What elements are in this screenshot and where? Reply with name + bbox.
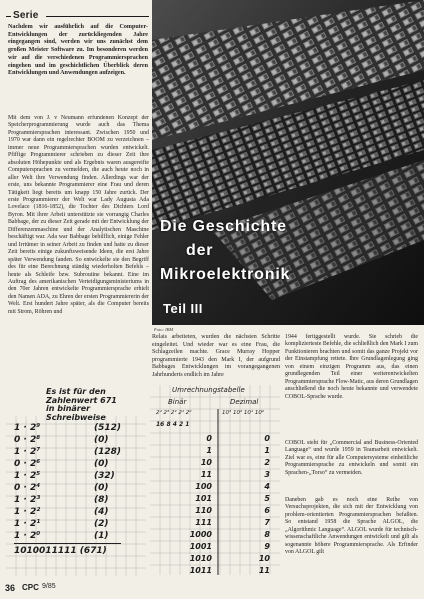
decimal-powers: 10³ 10² 10¹ 10⁰ bbox=[222, 410, 265, 416]
binary-row: 1 · 2¹ (2) bbox=[14, 519, 109, 529]
column-3-text-a: 1944 fertiggestellt wurde. Sie schrieb die komplizierteste Befehle, die schließlich den Mark I zum Funktionieren brachten und somit das ganze Projekt vor der Einstampfung rettete. Ihre Grundlagenlegung ging von einem einzigen Programm aus, das einen grundlegenden Teil einer weiterentwickelten Programmiersprache Flow-Matic, aus deren Grundlagen anschließend die noch heute bekannte und verwendete COBOL-Sprache wurde. bbox=[285, 334, 418, 400]
intro-paragraph: Nachdem wir ausführlich auf die Computer-Entwicklungen der zurückliegenden Jahre eingegangen sind, werden wir uns zunächst dem großen Meister Software zu. Im besonderen werden wir auf die verschiedenen Programmiersprachen eingehen und im geschichtlichen Überblick deren Entwicklungen und Anwendungen aufzeigen. bbox=[8, 24, 148, 77]
column-3-text-b: COBOL steht für „Commercial and Business-Oriented Language“ und wurde 1959 in Teamarbeit entwickelt. Ziel war es, eine für alle Computersysteme einheitliche Programmiersprache zu entwickeln und somit ein Sprachen-„Torso“ zu vermeiden. bbox=[285, 440, 418, 476]
title-line-2: der bbox=[186, 242, 214, 259]
conversion-row: 110 6 bbox=[195, 506, 270, 515]
conversion-row: 0 0 bbox=[206, 434, 270, 443]
binary-column-header: Binär bbox=[168, 398, 187, 406]
binary-row: 1 · 2⁵ (32) bbox=[14, 471, 115, 481]
conversion-row: 111 7 bbox=[195, 518, 270, 527]
decimal-column-header: Dezimal bbox=[230, 398, 259, 406]
conversion-row: 1010 10 bbox=[189, 554, 270, 563]
binary-rows bbox=[14, 422, 121, 557]
issue-number: 9/85 bbox=[42, 583, 56, 590]
binary-row: 0 · 2⁸ (0) bbox=[14, 435, 109, 445]
conversion-row: 10 2 bbox=[200, 458, 270, 467]
title-line-3: Mikroelektronik bbox=[160, 266, 291, 283]
conversion-heading: Umrechnungstabelle bbox=[172, 386, 245, 394]
conversion-row: 11 3 bbox=[200, 470, 270, 479]
binary-weights: 16 8 4 2 1 bbox=[156, 421, 190, 428]
conversion-table bbox=[150, 385, 280, 575]
conversion-row: 1001 9 bbox=[189, 542, 270, 551]
part-label: Teil III bbox=[163, 301, 203, 316]
hand-heading-4: Schreibweise bbox=[46, 412, 106, 422]
conversion-row: 101 5 bbox=[195, 494, 270, 503]
page-number: 36 bbox=[5, 583, 16, 593]
title-line-1: Die Geschichte bbox=[160, 218, 287, 235]
photo-credit: Foto: IBM bbox=[154, 327, 174, 332]
hand-heading-2: Zahlenwert 671 bbox=[46, 395, 117, 405]
binary-row: 1 · 2⁰ (1) bbox=[14, 531, 109, 541]
conversion-row: 1000 8 bbox=[189, 530, 270, 539]
magazine-name: CPC bbox=[22, 583, 39, 592]
binary-powers: 2⁴ 2³ 2² 2¹ 2⁰ bbox=[156, 410, 192, 416]
binary-notation-table bbox=[6, 387, 146, 576]
binary-row: 0 · 2⁶ (0) bbox=[14, 459, 109, 469]
binary-row: 1 · 2⁹ (512) bbox=[14, 423, 122, 433]
article-title bbox=[160, 215, 360, 287]
hand-heading-1: Es ist für den bbox=[46, 387, 106, 396]
conversion-row: 100 4 bbox=[195, 482, 270, 491]
conversion-row: 1 1 bbox=[206, 446, 270, 455]
column-2-text: Relais arbeiteten, wurden die nächsten Schritte eingeleitet. Und wieder war es eine Frau, die Schlagzeilen machte. Grace Murray Hopper programmierte 1943 den Mark I, der aufgrund Babbages Entwicklungen im vorangegangenen Jahrhunderts endlich im Jahre bbox=[152, 334, 280, 378]
binary-row: 1 · 2⁷ (128) bbox=[14, 447, 122, 457]
column-1-text: Mit dem von J. v Neumann erfundenen Konzept der Speicherprogrammierung wurde auch das Thema Programmiersprachen interessant. Zwischen 1950 und 1970 war dann ein regelrechter BOOM zu verzeichnen – immer neue Programmiersprachen wurden entwickelt. Pfiffige Programmierer schrieben zu dieser Zeit ihre absoluten Höhepunkte und als Ergebnis waren ausgereifte Computersprachen zu vermelden, die auch heute noch in aller Welt ihre Verwendung finden. Allerdings war der erste, uns bekannte Programmierer eine Frau und deren Tätigkeit liegt bereits um knapp 150 Jahre zurück. Der erste Programmierer der Welt war Lady Augusta Ada Lovelace (1816-1852), die Tochter des Dichters Lord Byron. Mit ihrer Arbeit unterstützte sie vorrangig Charles Babbage, der zu dieser Zeit gerade mit der Entwicklung der Differenzenmaschine und der Analytischen Maschine beschäftigt war. Ada war Babbage behilflich, einige Fehler und Irrtümer in seiner Arbeit zu finden und hatte zu dieser Zeit bereits einige zukunftsweisende Ideen, die erst Jahre später Verwendung fanden. So entwickelte sie den Begriff des für eine Berechnung ständig wiederholten Befehls – heute als Schleife bzw. Subroutine bekannt. Eine im Auftrag des amerikanischen Verteidigungsministeriums in den 70er Jahren entwickelte Programmiersprache erhielt den Namen ADA, zu Ehren der ersten Programmiererin der Welt. Erst hundert Jahre später, als die Computer bereits mit Strom, Röhren und bbox=[8, 115, 149, 315]
binary-row: 0 · 2⁴ (0) bbox=[14, 483, 109, 493]
binary-total: 1010011111 (671) bbox=[14, 543, 121, 557]
column-3-text-c: Daneben gab es noch eine Reihe von Versuchsprojekten, die sich mit der Entwicklung von problem-orientierten Programmiersprachen befaßten. So entstand 1958 die Sprache ALGOL, die „Algorithmic Language“. ALGOL wurde für technisch-wissenschaftliche Anwendungen entwickelt und gilt als sogenannte höhere Programmiersprache. Als Erfinder von ALGOL gilt bbox=[285, 497, 418, 556]
conversion-row: 1011 11 bbox=[189, 566, 270, 575]
series-label: Serie bbox=[13, 10, 39, 21]
binary-row: 1 · 2² (4) bbox=[14, 507, 109, 517]
series-header bbox=[6, 11, 149, 21]
hand-heading-3: in binärer bbox=[46, 404, 91, 413]
conversion-rows bbox=[150, 433, 280, 577]
binary-row: 1 · 2³ (8) bbox=[14, 495, 109, 505]
